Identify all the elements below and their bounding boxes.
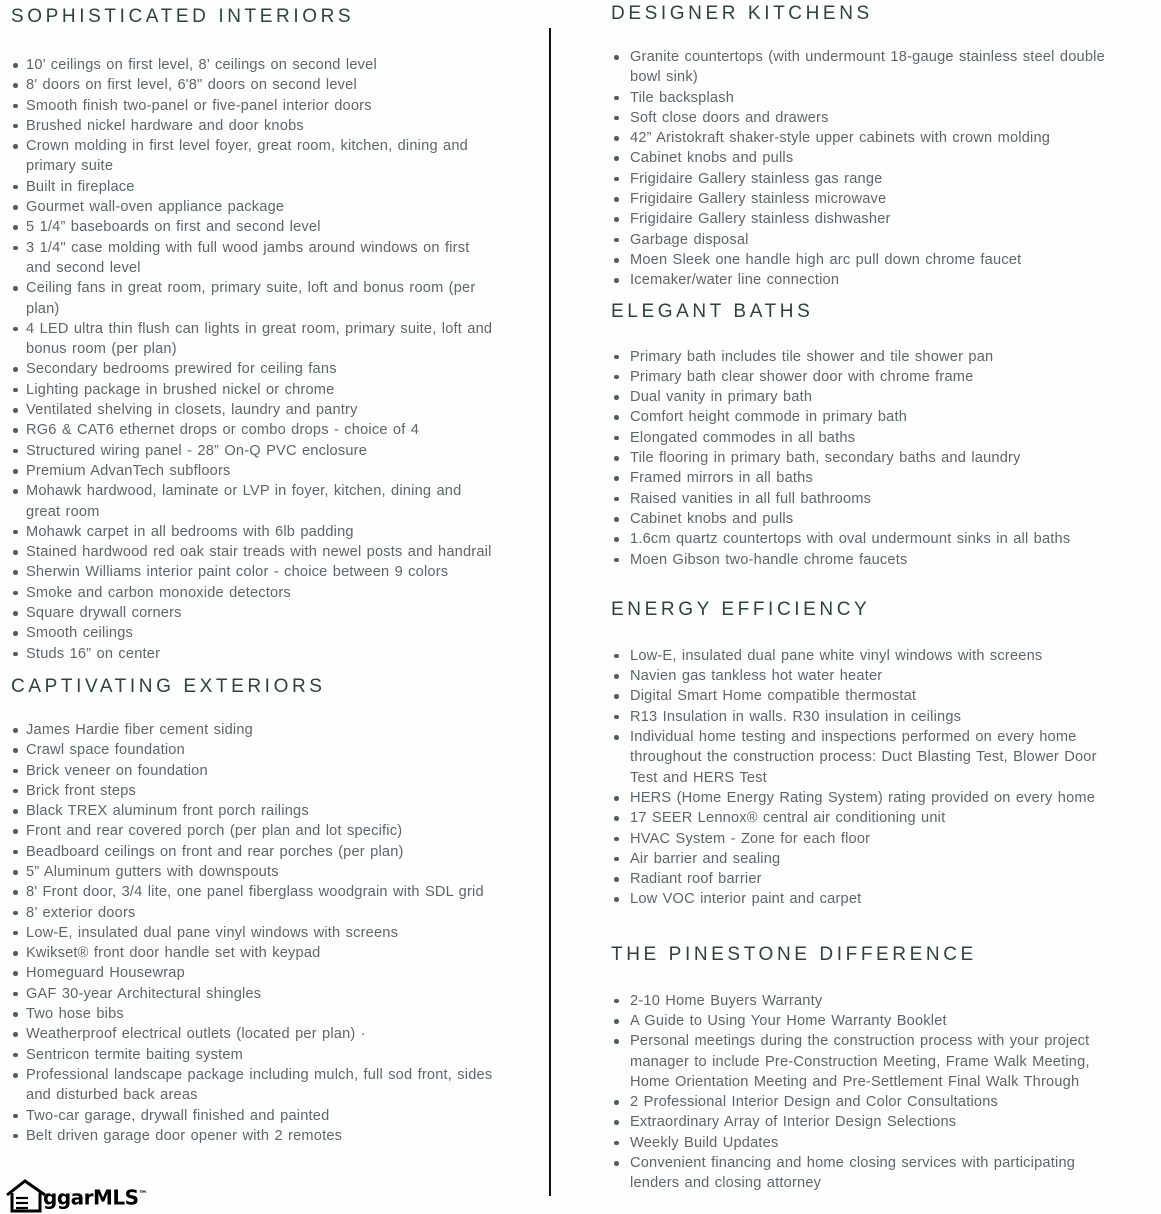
section-designer-kitchens <box>611 3 1123 291</box>
list-item: Low-E, insulated dual pane white vinyl windows with screens <box>611 646 1123 666</box>
list-item: Convenient financing and home closing services with participating lenders and closing attorney <box>611 1153 1123 1194</box>
list-item: 1.6cm quartz countertops with oval undermount sinks in all baths <box>611 529 1123 549</box>
list-item: Crawl space foundation <box>10 740 496 760</box>
list-item: Professional landscape package including mulch, full sod front, sides and disturbed back areas <box>10 1065 496 1106</box>
list-item: Lighting package in brushed nickel or chrome <box>10 380 496 400</box>
list-item: Frigidaire Gallery stainless gas range <box>611 169 1123 189</box>
list-item: Studs 16” on center <box>10 644 496 664</box>
list-item: Granite countertops (with undermount 18-gauge stainless steel double bowl sink) <box>611 47 1123 88</box>
list-item: Smoke and carbon monoxide detectors <box>10 583 496 603</box>
list-item: Low VOC interior paint and carpet <box>611 889 1123 909</box>
feature-list <box>10 720 510 1146</box>
list-item: Garbage disposal <box>611 230 1123 250</box>
list-item: Mohawk hardwood, laminate or LVP in foyer, kitchen, dining and great room <box>10 481 496 522</box>
list-item: Sherwin Williams interior paint color - choice between 9 colors <box>10 562 496 582</box>
feature-list <box>10 55 510 664</box>
list-item: 8’ exterior doors <box>10 903 496 923</box>
list-item: Brick veneer on foundation <box>10 761 496 781</box>
list-item: 42” Aristokraft shaker-style upper cabinets with crown molding <box>611 128 1123 148</box>
list-item: Weekly Build Updates <box>611 1133 1123 1153</box>
list-item: Framed mirrors in all baths <box>611 468 1123 488</box>
list-item: Mohawk carpet in all bedrooms with 6lb padding <box>10 522 496 542</box>
list-item: Elongated commodes in all baths <box>611 428 1123 448</box>
list-item: Belt driven garage door opener with 2 remotes <box>10 1126 496 1146</box>
list-item: 4 LED ultra thin flush can lights in great room, primary suite, loft and bonus room (per plan) <box>10 319 496 360</box>
list-item: Moen Gibson two-handle chrome faucets <box>611 550 1123 570</box>
list-item: Primary bath includes tile shower and tile shower pan <box>611 347 1123 367</box>
feature-list <box>611 347 1123 570</box>
list-item: 5 1/4” baseboards on first and second level <box>10 217 496 237</box>
list-item: Homeguard Housewrap <box>10 963 496 983</box>
list-item: Extraordinary Array of Interior Design Selections <box>611 1112 1123 1132</box>
list-item: Individual home testing and inspections performed on every home throughout the construction process: Duct Blasting Test, Blower Door Test and HERS Test <box>611 727 1123 788</box>
list-item: Smooth ceilings <box>10 623 496 643</box>
section-title: DESIGNER KITCHENS <box>611 3 873 24</box>
feature-list <box>611 47 1123 291</box>
list-item: Ventilated shelving in closets, laundry and pantry <box>10 400 496 420</box>
list-item: R13 Insulation in walls. R30 insulation in ceilings <box>611 707 1123 727</box>
list-item: Weatherproof electrical outlets (located per plan) · <box>10 1024 496 1044</box>
right-column <box>611 3 1123 1194</box>
list-item: Low-E, insulated dual pane vinyl windows with screens <box>10 923 496 943</box>
list-item: Radiant roof barrier <box>611 869 1123 889</box>
list-item: Two hose bibs <box>10 1004 496 1024</box>
list-item: Beadboard ceilings on front and rear porches (per plan) <box>10 842 496 862</box>
list-item: RG6 & CAT6 ethernet drops or combo drops - choice of 4 <box>10 420 496 440</box>
list-item: Dual vanity in primary bath <box>611 387 1123 407</box>
list-item: A Guide to Using Your Home Warranty Booklet <box>611 1011 1123 1031</box>
list-item: Smooth finish two-panel or five-panel interior doors <box>10 96 496 116</box>
list-item: 8' doors on first level, 6'8" doors on second level <box>10 75 496 95</box>
list-item: Gourmet wall-oven appliance package <box>10 197 496 217</box>
list-item: Icemaker/water line connection <box>611 270 1123 290</box>
list-item: Air barrier and sealing <box>611 849 1123 869</box>
list-item: Navien gas tankless hot water heater <box>611 666 1123 686</box>
list-item: GAF 30-year Architectural shingles <box>10 984 496 1004</box>
section-sophisticated-interiors <box>10 6 510 664</box>
feature-list <box>611 991 1123 1194</box>
list-item: Frigidaire Gallery stainless microwave <box>611 189 1123 209</box>
section-captivating-exteriors <box>10 676 510 1146</box>
list-item: Comfort height commode in primary bath <box>611 407 1123 427</box>
list-item: HVAC System - Zone for each floor <box>611 829 1123 849</box>
list-item: Primary bath clear shower door with chrome frame <box>611 367 1123 387</box>
list-item: Tile backsplash <box>611 88 1123 108</box>
column-divider <box>549 28 551 1196</box>
list-item: James Hardie fiber cement siding <box>10 720 496 740</box>
house-icon <box>5 1178 43 1214</box>
list-item: Secondary bedrooms prewired for ceiling fans <box>10 359 496 379</box>
list-item: Soft close doors and drawers <box>611 108 1123 128</box>
list-item: Black TREX aluminum front porch railings <box>10 801 496 821</box>
list-item: Built in fireplace <box>10 177 496 197</box>
list-item: 17 SEER Lennox® central air conditioning unit <box>611 808 1123 828</box>
list-item: Brick front steps <box>10 781 496 801</box>
list-item: Stained hardwood red oak stair treads with newel posts and handrail <box>10 542 496 562</box>
list-item: Cabinet knobs and pulls <box>611 148 1123 168</box>
list-item: 8' Front door, 3/4 lite, one panel fiberglass woodgrain with SDL grid <box>10 882 496 902</box>
trademark-symbol: ™ <box>138 1190 148 1201</box>
feature-list <box>611 646 1123 910</box>
list-item: Personal meetings during the construction process with your project manager to include Pre-Construction Meeting, Frame Walk Meeting, Home Orientation Meeting and Pre-Settlement Final Walk Through <box>611 1031 1123 1092</box>
list-item: 2 Professional Interior Design and Color Consultations <box>611 1092 1123 1112</box>
list-item: Ceiling fans in great room, primary suite, loft and bonus room (per plan) <box>10 278 496 319</box>
section-energy-efficiency <box>611 599 1123 910</box>
list-item: 10’ ceilings on first level, 8’ ceilings on second level <box>10 55 496 75</box>
list-item: 5” Aluminum gutters with downspouts <box>10 862 496 882</box>
left-column <box>10 6 510 1146</box>
list-item: Structured wiring panel - 28” On-Q PVC enclosure <box>10 441 496 461</box>
logo-text: ggarMLS™ <box>43 1186 148 1210</box>
list-item: Two-car garage, drywall finished and painted <box>10 1106 496 1126</box>
list-item: 2-10 Home Buyers Warranty <box>611 991 1123 1011</box>
list-item: Square drywall corners <box>10 603 496 623</box>
section-title: SOPHISTICATED INTERIORS <box>11 6 355 27</box>
list-item: Front and rear covered porch (per plan and lot specific) <box>10 821 496 841</box>
list-item: Moen Sleek one handle high arc pull down chrome faucet <box>611 250 1123 270</box>
list-item: Digital Smart Home compatible thermostat <box>611 686 1123 706</box>
list-item: Kwikset® front door handle set with keypad <box>10 943 496 963</box>
list-item: Brushed nickel hardware and door knobs <box>10 116 496 136</box>
list-item: Crown molding in first level foyer, great room, kitchen, dining and primary suite <box>10 136 496 177</box>
section-title: THE PINESTONE DIFFERENCE <box>611 943 977 965</box>
section-title: CAPTIVATING EXTERIORS <box>11 675 326 697</box>
list-item: Premium AdvanTech subfloors <box>10 461 496 481</box>
ggar-mls-logo <box>5 1178 147 1214</box>
section-title: ENERGY EFFICIENCY <box>611 598 871 620</box>
list-item: 3 1/4" case molding with full wood jambs around windows on first and second level <box>10 238 496 279</box>
list-item: Cabinet knobs and pulls <box>611 509 1123 529</box>
list-item: Sentricon termite baiting system <box>10 1045 496 1065</box>
list-item: Frigidaire Gallery stainless dishwasher <box>611 209 1123 229</box>
list-item: Tile flooring in primary bath, secondary baths and laundry <box>611 448 1123 468</box>
list-item: HERS (Home Energy Rating System) rating provided on every home <box>611 788 1123 808</box>
list-item: Raised vanities in all full bathrooms <box>611 489 1123 509</box>
section-elegant-baths <box>611 301 1123 570</box>
section-the-pinestone-difference <box>611 944 1123 1194</box>
section-title: ELEGANT BATHS <box>611 300 814 322</box>
